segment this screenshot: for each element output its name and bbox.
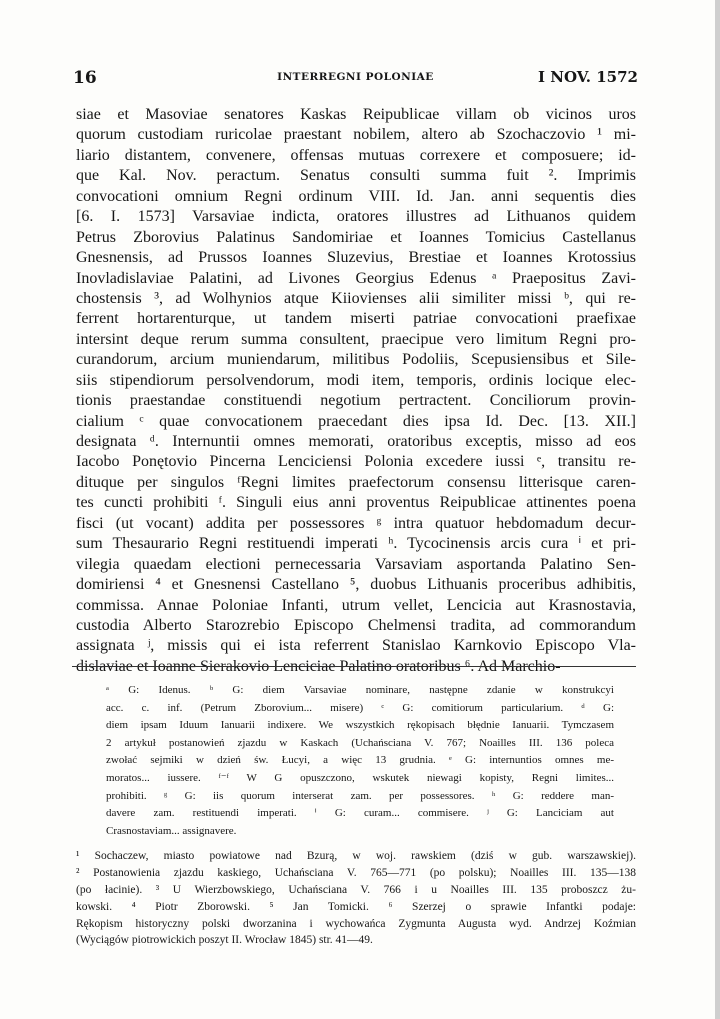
text-line: assignata ʲ, missis qui ei ista referrent Stanislao Karnkovio Episcopo Vla- bbox=[76, 637, 636, 655]
text-line: commissa. Annae Poloniae Infanti, utrum vellet, Lencicia aut Krasnostavia, bbox=[76, 596, 636, 614]
text-line: tionis praestandae constituendi negotium pertractent. Conciliorum provin- bbox=[76, 392, 636, 410]
text-line: dituque per singulos ᶠRegni limites praefectorum consensu litterisque caren- bbox=[76, 473, 636, 491]
text-line: domiriensi ⁴ et Gnesnensi Castellano ⁵, duobus Lithuanis proceribus adhibitis, bbox=[76, 576, 636, 594]
text-line: siae et Masoviae senatores Kaskas Reipublicae villam ob vicinos uros bbox=[76, 106, 636, 123]
text-line: [6. I. 1573] Varsaviae indicta, oratores illustres ad Lithuanos quidem bbox=[76, 208, 636, 226]
footnotes bbox=[76, 848, 636, 949]
apparatus-line: prohibiti. ᵍ G: iis quorum interserat zam. per possessores. ʰ G: reddere man- bbox=[106, 789, 614, 802]
footnote-line: ² Postanowienia zjazdu kaskiego, Uchańsciana V. 765—771 (po polsku); Noailles III. 135—138 bbox=[76, 866, 636, 879]
text-line: cialium ᶜ quae convocationem praecedant dies ipsa Id. Dec. [13. XII.] bbox=[76, 412, 636, 430]
running-title: INTERREGNI POLONIAE bbox=[277, 71, 434, 83]
page-number: 16 bbox=[73, 68, 97, 88]
text-line: ferrent hortarenturque, ut tandem miserti patriae convocationi praefixae bbox=[76, 310, 636, 328]
main-text bbox=[76, 105, 636, 677]
text-line: vilegia quaedam electioni pernecessaria Varsaviam asportanda Palatino Sen- bbox=[76, 555, 636, 573]
footnote-line: Rękopism historyczny polski dworzanina i wychowańca Zygmunta Augusta wyd. Andrzej Koźmian bbox=[76, 917, 636, 930]
apparatus-line: ᵃ G: Idenus. ᵇ G: diem Varsaviae nominare, następne zdanie w konstrukcyi bbox=[106, 684, 614, 696]
footnote-line: (Wyciągów piotrowickich poszyt II. Wrocław 1845) str. 41—49. bbox=[76, 934, 373, 947]
apparatus-line: Crasnostaviam... assignavere. bbox=[106, 824, 237, 837]
footnote-line: kowski. ⁴ Piotr Zborowski. ⁵ Jan Tomicki. ⁶ Szerzej o sprawie Infantki podaje: bbox=[76, 900, 636, 913]
running-date: I NOV. 1572 bbox=[538, 68, 638, 86]
text-line: intersint deque rerum summa consultent, praecipue vero limitum Regni pro- bbox=[76, 330, 636, 348]
running-head bbox=[73, 68, 638, 90]
apparatus-line: acc. c. inf. (Petrum Zborovium... misere) ᶜ G: comitiorum particularium. ᵈ G: bbox=[106, 701, 614, 714]
text-line: siis stipendiorum persolvendorum, modi item, temporis, ordinis locique elec- bbox=[76, 371, 636, 389]
text-line: Inovladislaviae Palatini, ad Livones Georgius Edenus ᵃ Praepositus Zavi- bbox=[76, 269, 636, 287]
text-line: tes cuncti prohibiti ᶠ. Singuli eius anni proventus Reipublicae attinentes poena bbox=[76, 494, 636, 512]
text-line: Petrus Zborovius Palatinus Sandomiriae et Ioannes Tomicius Castellanus bbox=[76, 228, 636, 246]
apparatus-line: zwołać sejmiki w dzień św. Łucyi, a więc 13 grudnia. ᵉ G: internuntios omnes me- bbox=[106, 754, 614, 767]
footnote-line: ¹ Sochaczew, miasto powiatowe nad Bzurą, w woj. rawskiem (dziś w gub. warszawskiej). bbox=[76, 850, 636, 862]
text-line: Iacobo Ponętovio Pincerna Lenciciensi Polonia excedere iussi ᵉ, transitu re- bbox=[76, 453, 636, 471]
text-line: quorum custodiam ruricolae praestant nobilem, altero ab Szochaczovio ¹ mi- bbox=[76, 126, 636, 144]
text-line: custodia Alberto Starozrebio Episcopo Chelmensi tradita, ad commorandum bbox=[76, 616, 636, 634]
text-line: fisci (ut vocant) addita per possessores ᵍ intra quatuor hebdomadum decur- bbox=[76, 514, 636, 532]
text-line: chostensis ³, ad Wolhynios atque Kiiovienses alii similiter missi ᵇ, qui re- bbox=[76, 289, 636, 307]
apparatus-line: diem ipsam Iduum Ianuarii indixere. We wszystkich rękopisach błędnie Ianuarii. Tymczasem bbox=[106, 719, 614, 732]
critical-apparatus bbox=[106, 682, 614, 840]
footnote-line: (po łacinie). ³ U Wierzbowskiego, Uchańsciana V. 766 i u Noailles III. 135 proboszcz żu- bbox=[76, 883, 636, 896]
page-edge-shadow bbox=[715, 0, 720, 1019]
text-line: sum Thesaurario Regni restituendi imperati ʰ. Tycocinensis arcis cura ⁱ et pri- bbox=[76, 535, 636, 553]
apparatus-line: moratos... iussere. ᶠ⁻ᶠ W G opuszczono, wskutek niewagi kopisty, Regni limites... bbox=[106, 771, 614, 784]
text-line: curandorum, arcium muniendarum, militibus Podoliis, Scepusiensibus et Sile- bbox=[76, 351, 636, 369]
text-line: que Kal. Nov. peractum. Senatus consulti summa fuit ². Imprimis bbox=[76, 167, 636, 185]
text-line: liario distantem, convenere, offensas mutuas correxere et composuere; id- bbox=[76, 146, 636, 164]
text-line: convocationi omnium Regni ordinum VIII. Id. Jan. anni sequentis dies bbox=[76, 187, 636, 205]
apparatus-line: 2 artykuł postanowień zjazdu w Kaskach (Uchańsciana V. 767; Noailles III. 136 poleca bbox=[106, 736, 614, 749]
footnote-separator-rule bbox=[72, 666, 636, 667]
apparatus-line: davere zam. restituendi imperati. ⁱ G: curam... commisere. ʲ G: Lanciciam aut bbox=[106, 807, 614, 820]
text-line: Gnesnensis, ad Prussos Ioannes Sluzevius, Brestiae et Ioannes Krotossius bbox=[76, 249, 636, 267]
text-line: dislaviae et Ioanne Sierakovio Lenciciae Palatino oratoribus ⁶. Ad Marchio- bbox=[76, 657, 561, 675]
text-line: designata ᵈ. Internuntii omnes memorati, oratoribus exceptis, misso ad eos bbox=[76, 433, 636, 450]
